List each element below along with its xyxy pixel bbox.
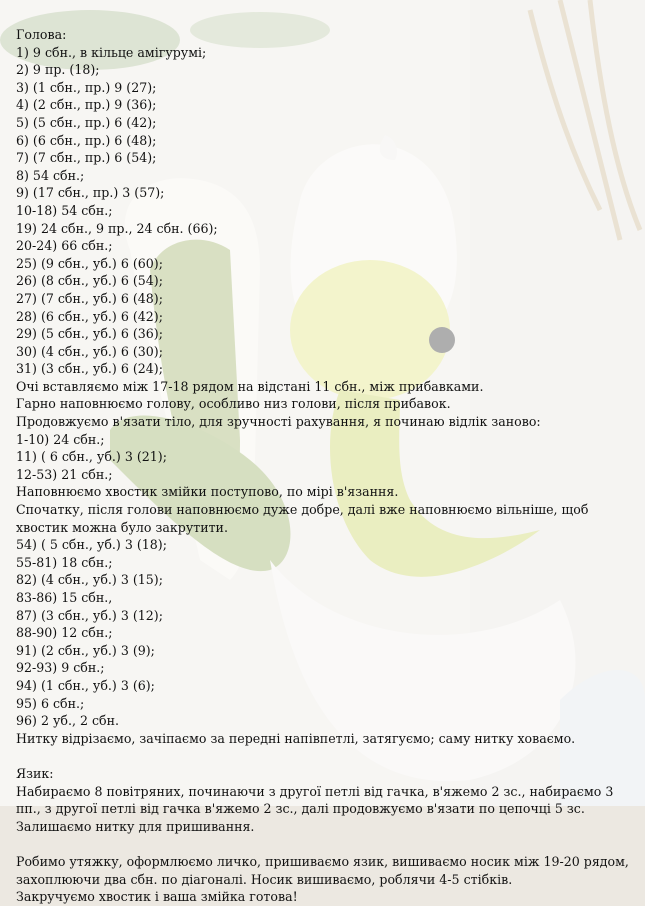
- tail-stuff-note: Наповнюємо хвостик змійки поступово, по мірі в'язання.: [16, 484, 399, 500]
- pattern-row: 3) (1 сбн., пр.) 9 (27);: [16, 79, 157, 95]
- section-gap: [16, 747, 635, 765]
- head-section-title: Голова:: [16, 27, 67, 42]
- pattern-row: 87) (3 сбн., уб.) 3 (12);: [16, 607, 163, 623]
- pattern-row: 4) (2 сбн., пр.) 9 (36);: [16, 97, 157, 113]
- head-rows-list: [16, 44, 635, 378]
- pattern-row: 8) 54 сбн.;: [16, 167, 85, 183]
- pattern-row: 25) (9 сбн., уб.) 6 (60);: [16, 255, 163, 271]
- eyes-note: Очі вставляємо між 17-18 рядом на відстані 11 сбн., між прибавками.: [16, 378, 484, 394]
- pattern-row: 2) 9 пр. (18);: [16, 62, 100, 78]
- pattern-row: 27) (7 сбн., уб.) 6 (48);: [16, 290, 163, 306]
- pattern-row: 55-81) 18 сбн.;: [16, 554, 113, 570]
- pattern-row: 28) (6 сбн., уб.) 6 (42);: [16, 308, 163, 324]
- pattern-row: 1-10) 24 сбн.;: [16, 431, 105, 447]
- stuff-detail-note: Спочатку, після голови наповнюємо дуже добре, далі вже наповнюємо вільніше, щоб хвостик можна було закрутити.: [16, 502, 589, 535]
- pattern-row: 54) ( 5 сбн., уб.) 3 (18);: [16, 537, 167, 553]
- pattern-row: 12-53) 21 сбн.;: [16, 466, 113, 482]
- tongue-section-title: Язик:: [16, 765, 54, 781]
- pattern-row: 96) 2 уб., 2 сбн.: [16, 713, 120, 729]
- tail-rows-list: [16, 536, 635, 730]
- closing-line: Закручуємо хвостик і ваша змійка готова!: [16, 889, 298, 905]
- pattern-row: 29) (5 сбн., уб.) 6 (36);: [16, 326, 163, 342]
- pattern-row: 1) 9 сбн., в кільце амігурумі;: [16, 44, 207, 60]
- body-intro: Продовжуємо в'язати тіло, для зручності рахування, я починаю відлік заново:: [16, 414, 541, 430]
- pattern-row: 94) (1 сбн., уб.) 3 (6);: [16, 677, 155, 693]
- pattern-row: 5) (5 сбн., пр.) 6 (42);: [16, 114, 157, 130]
- pattern-row: 6) (6 сбн., пр.) 6 (48);: [16, 132, 157, 148]
- final-instructions: Робимо утяжку, оформлюємо личко, пришиваємо язик, вишиваємо носик між 19-20 рядом, захоплюючи два сбн. по діагоналі. Носик вишиваємо, роблячи 4-5 стібків.: [16, 853, 629, 887]
- pattern-row: 95) 6 сбн.;: [16, 695, 85, 711]
- pattern-document: [16, 26, 635, 906]
- pattern-row: 19) 24 сбн., 9 пр., 24 сбн. (66);: [16, 220, 218, 236]
- pattern-row: 26) (8 сбн., уб.) 6 (54);: [16, 273, 163, 289]
- pattern-row: 9) (17 сбн., пр.) 3 (57);: [16, 185, 165, 201]
- stuff-head-note: Гарно наповнюємо голову, особливо низ голови, після прибавок.: [16, 396, 451, 412]
- finish-note: Нитку відрізаємо, зачіпаємо за передні напівпетлі, затягуємо; саму нитку ховаємо.: [16, 730, 576, 746]
- pattern-row: 88-90) 12 сбн.;: [16, 625, 113, 641]
- pattern-row: 11) ( 6 сбн., уб.) 3 (21);: [16, 449, 167, 465]
- pattern-row: 31) (3 сбн., уб.) 6 (24);: [16, 361, 163, 377]
- pattern-row: 7) (7 сбн., пр.) 6 (54);: [16, 150, 157, 166]
- pattern-row: 91) (2 сбн., уб.) 3 (9);: [16, 642, 155, 658]
- tongue-leave-note: Залишаємо нитку для пришивання.: [16, 818, 255, 834]
- pattern-row: 30) (4 сбн., уб.) 6 (30);: [16, 343, 163, 359]
- section-gap: [16, 835, 635, 853]
- pattern-row: 10-18) 54 сбн.;: [16, 202, 113, 218]
- body-rows-list: [16, 431, 635, 484]
- pattern-row: 83-86) 15 сбн.,: [16, 590, 113, 605]
- pattern-row: 92-93) 9 сбн.;: [16, 660, 105, 676]
- tongue-instructions: Набираємо 8 повітряних, починаючи з другої петлі від гачка, в'яжемо 2 зс., набираємо 3 пп., з другої петлі від гачка в'яжемо 2 зс., далі продовжуємо в'язати по цепочці 5 зс.: [16, 783, 614, 817]
- pattern-row: 82) (4 сбн., уб.) 3 (15);: [16, 572, 163, 588]
- pattern-row: 20-24) 66 сбн.;: [16, 238, 113, 254]
